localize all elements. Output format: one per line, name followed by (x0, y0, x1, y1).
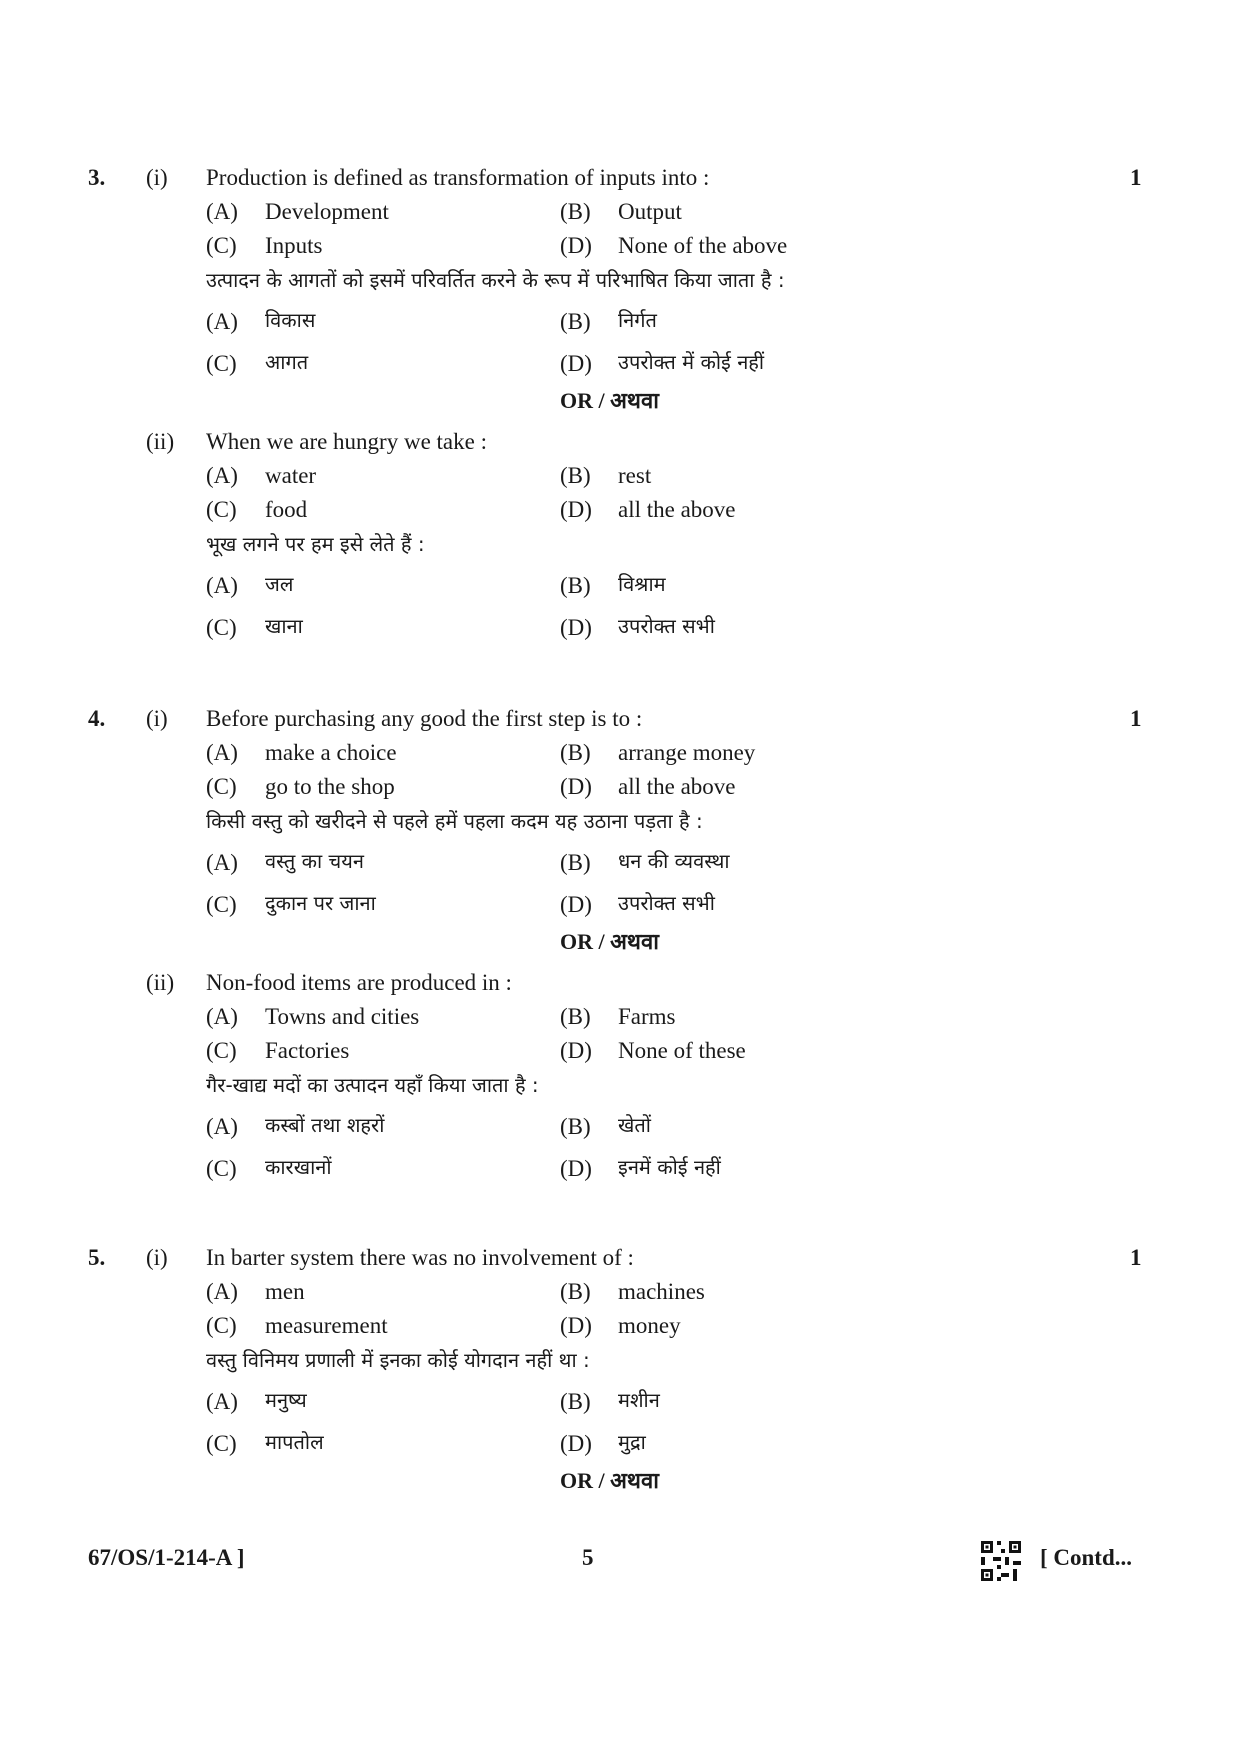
option-letter: (C) (206, 497, 237, 522)
question-text-hindi: वस्तु विनिमय प्रणाली में इनका कोई योगदान नहीं था : (206, 1348, 590, 1372)
option-letter: (B) (560, 463, 591, 488)
part-label: (i) (146, 165, 168, 190)
question-text-hindi: भूख लगने पर हम इसे लेते हैं : (206, 532, 425, 556)
option-text-english: Farms (618, 1004, 676, 1029)
option-letter: (D) (560, 1156, 592, 1181)
option-text-hindi: खाना (265, 614, 303, 638)
option-letter: (A) (206, 1004, 238, 1029)
option-letter: (B) (560, 740, 591, 765)
option-letter: (A) (206, 463, 238, 488)
option-letter: (C) (206, 233, 237, 258)
question-text-hindi: गैर-खाद्य मदों का उत्पादन यहाँ किया जाता है : (206, 1073, 539, 1097)
option-letter: (A) (206, 740, 238, 765)
option-letter: (B) (560, 573, 591, 598)
option-text-hindi: उपरोक्त सभी (618, 614, 715, 638)
option-letter: (A) (206, 1114, 238, 1139)
question-marks: 1 (1130, 165, 1142, 190)
option-text-hindi: निर्गत (618, 308, 657, 332)
option-text-hindi: उपरोक्त सभी (618, 891, 715, 915)
question-text-english: When we are hungry we take : (206, 429, 487, 454)
option-letter: (B) (560, 1114, 591, 1139)
option-text-english: machines (618, 1279, 705, 1304)
option-letter: (D) (560, 1038, 592, 1063)
option-text-hindi: इनमें कोई नहीं (618, 1155, 721, 1179)
page-number: 5 (582, 1545, 594, 1570)
question-text-english: Non-food items are produced in : (206, 970, 512, 995)
question-text-english: In barter system there was no involvement of : (206, 1245, 634, 1270)
option-letter: (D) (560, 497, 592, 522)
option-text-hindi: कारखानों (265, 1155, 332, 1179)
option-text-english: Development (265, 199, 389, 224)
option-letter: (D) (560, 892, 592, 917)
option-letter: (C) (206, 615, 237, 640)
option-text-english: all the above (618, 497, 736, 522)
option-text-english: rest (618, 463, 652, 488)
part-label: (i) (146, 706, 168, 731)
option-letter: (C) (206, 892, 237, 917)
option-letter: (C) (206, 1156, 237, 1181)
option-letter: (C) (206, 774, 237, 799)
option-letter: (B) (560, 1004, 591, 1029)
option-text-english: measurement (265, 1313, 388, 1338)
option-text-hindi: कस्बों तथा शहरों (265, 1113, 385, 1137)
option-letter: (D) (560, 1431, 592, 1456)
option-text-english: None of these (618, 1038, 746, 1063)
question-number: 3. (88, 165, 106, 190)
option-text-english: None of the above (618, 233, 788, 258)
option-text-hindi: जल (265, 572, 294, 596)
option-text-english: arrange money (618, 740, 756, 765)
part-label: (ii) (146, 429, 175, 454)
option-text-english: water (265, 463, 317, 488)
option-letter: (D) (560, 351, 592, 376)
question-marks: 1 (1130, 1245, 1142, 1270)
option-text-hindi: खेतों (618, 1113, 651, 1137)
option-text-english: food (265, 497, 308, 522)
option-text-hindi: मापतोल (265, 1430, 324, 1454)
part-label: (ii) (146, 970, 175, 995)
option-text-hindi: मनुष्य (265, 1388, 307, 1412)
option-letter: (B) (560, 199, 591, 224)
question-text-hindi: उत्पादन के आगतों को इसमें परिवर्तित करने के रूप में परिभाषित किया जाता है : (206, 268, 785, 292)
option-letter: (A) (206, 850, 238, 875)
option-letter: (B) (560, 850, 591, 875)
continued-label: [ Contd... (1040, 1545, 1133, 1570)
option-text-hindi: विकास (265, 308, 316, 332)
option-letter: (A) (206, 1389, 238, 1414)
question-marks: 1 (1130, 706, 1142, 731)
option-letter: (C) (206, 351, 237, 376)
option-letter: (A) (206, 573, 238, 598)
option-text-english: Towns and cities (265, 1004, 420, 1029)
option-text-hindi: विश्राम (618, 572, 666, 596)
option-text-hindi: वस्तु का चयन (265, 849, 364, 873)
option-text-english: money (618, 1313, 681, 1338)
question-number: 4. (88, 706, 106, 731)
option-letter: (A) (206, 199, 238, 224)
option-text-english: all the above (618, 774, 736, 799)
option-letter: (D) (560, 1313, 592, 1338)
option-text-hindi: उपरोक्त में कोई नहीं (618, 350, 765, 374)
option-letter: (C) (206, 1313, 237, 1338)
option-letter: (A) (206, 309, 238, 334)
option-text-hindi: मशीन (618, 1388, 660, 1412)
question-number: 5. (88, 1245, 106, 1270)
option-letter: (B) (560, 309, 591, 334)
paper-code: 67/OS/1-214-A ] (88, 1545, 245, 1570)
question-text-english: Before purchasing any good the first step is to : (206, 706, 643, 731)
option-letter: (A) (206, 1279, 238, 1304)
or-separator: OR / अथवा (560, 929, 659, 954)
option-text-english: Inputs (265, 233, 323, 258)
option-text-english: go to the shop (265, 774, 395, 799)
option-text-hindi: मुद्रा (618, 1430, 646, 1454)
option-letter: (C) (206, 1431, 237, 1456)
option-text-english: Factories (265, 1038, 350, 1063)
or-separator: OR / अथवा (560, 388, 659, 413)
option-text-hindi: दुकान पर जाना (265, 891, 376, 915)
option-letter: (D) (560, 233, 592, 258)
option-letter: (D) (560, 774, 592, 799)
option-text-hindi: धन की व्यवस्था (618, 849, 730, 873)
option-text-english: make a choice (265, 740, 397, 765)
question-text-english: Production is defined as transformation of inputs into : (206, 165, 710, 190)
option-text-english: Output (618, 199, 682, 224)
option-letter: (B) (560, 1389, 591, 1414)
qr-code-icon (981, 1541, 1021, 1581)
option-letter: (D) (560, 615, 592, 640)
option-text-english: men (265, 1279, 305, 1304)
part-label: (i) (146, 1245, 168, 1270)
question-text-hindi: किसी वस्तु को खरीदने से पहले हमें पहला कदम यह उठाना पड़ता है : (206, 809, 703, 833)
or-separator: OR / अथवा (560, 1468, 659, 1493)
option-text-hindi: आगत (265, 350, 309, 374)
option-letter: (B) (560, 1279, 591, 1304)
option-letter: (C) (206, 1038, 237, 1063)
